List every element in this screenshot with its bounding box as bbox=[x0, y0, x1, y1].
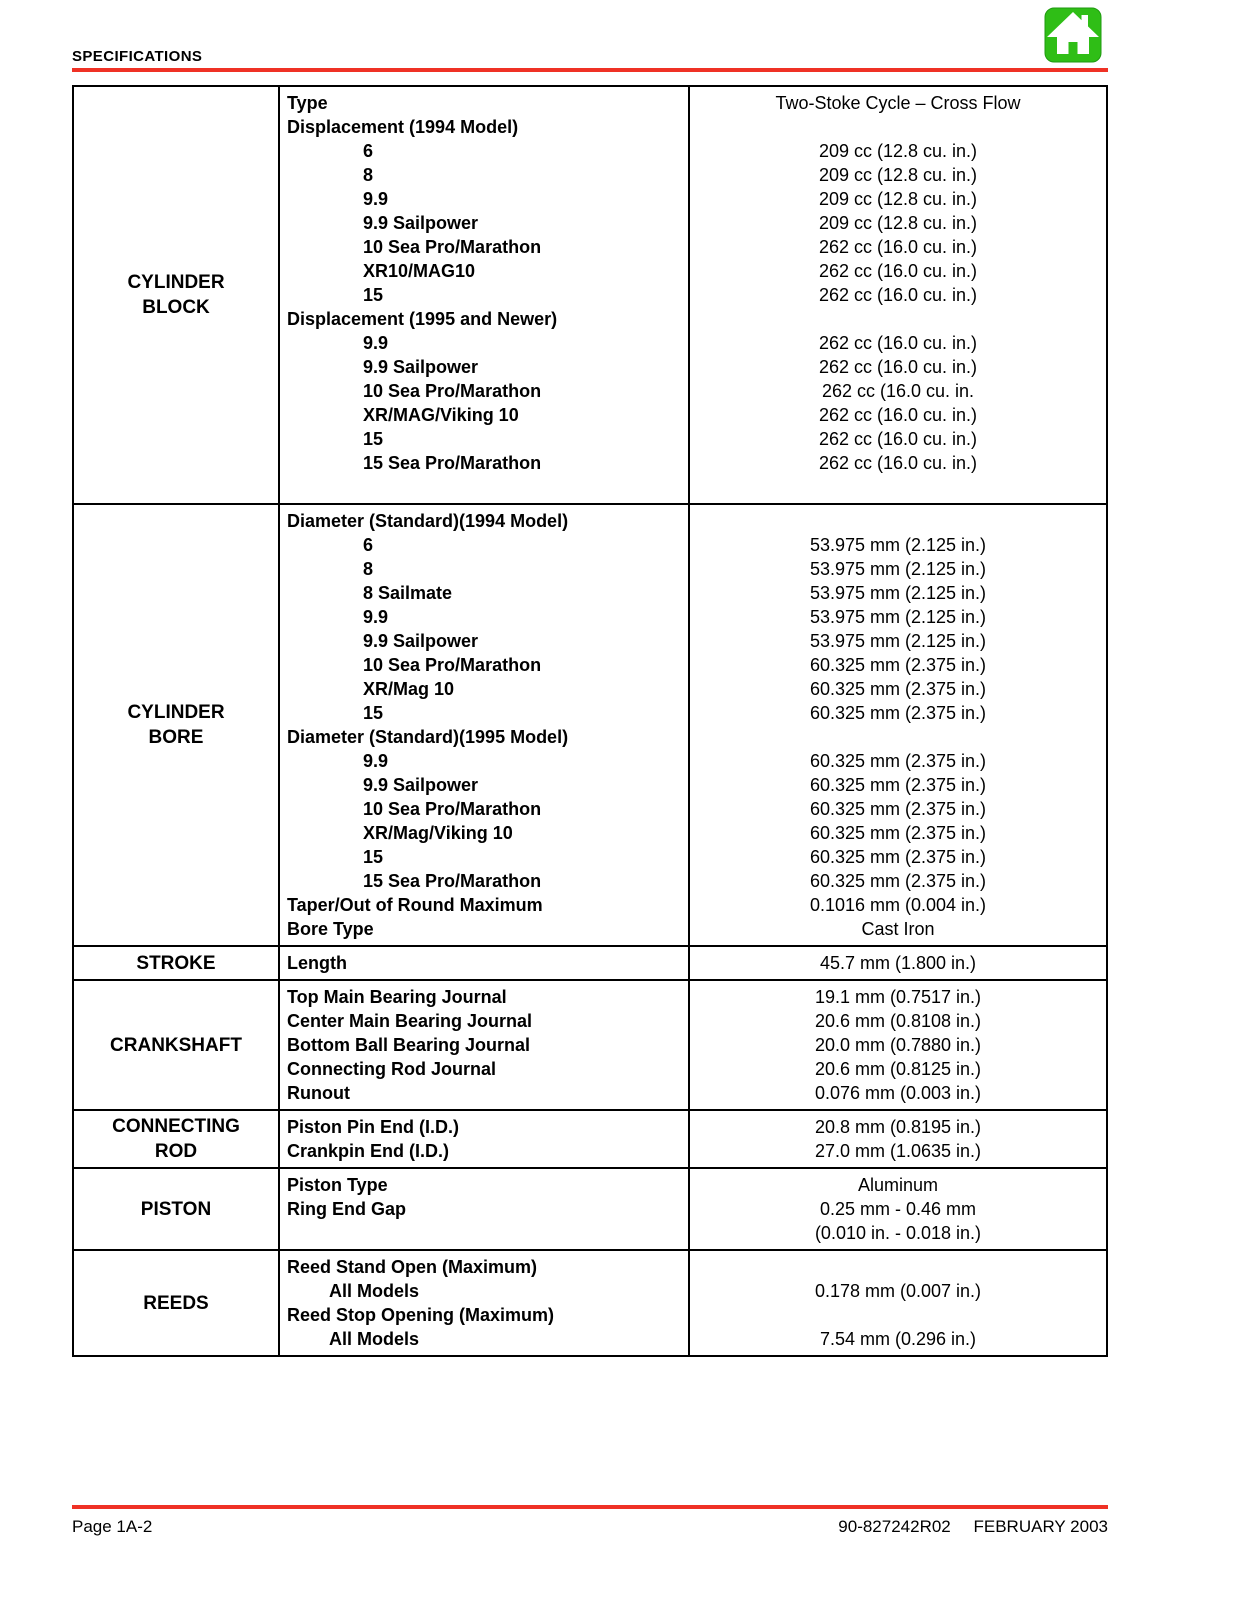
spec-value: 53.975 mm (2.125 in.) bbox=[809, 559, 987, 579]
spec-value: 7.54 mm (0.296 in.) bbox=[819, 1329, 977, 1349]
page-header-title: SPECIFICATIONS bbox=[72, 48, 203, 65]
section-name-line: REEDS bbox=[143, 1292, 209, 1314]
spec-label: 10 Sea Pro/Marathon bbox=[363, 799, 542, 819]
footer-doc-number: 90-827242R02 bbox=[838, 1517, 951, 1536]
spec-label: 8 Sailmate bbox=[363, 583, 453, 603]
spec-value: 20.6 mm (0.8108 in.) bbox=[814, 1011, 982, 1031]
section-name bbox=[74, 1111, 280, 1167]
spec-value: 19.1 mm (0.7517 in.) bbox=[814, 987, 982, 1007]
spec-label: 9.9 bbox=[363, 189, 389, 209]
spec-label: 10 Sea Pro/Marathon bbox=[363, 237, 542, 257]
section-name bbox=[74, 981, 280, 1109]
spec-value: 20.0 mm (0.7880 in.) bbox=[814, 1035, 982, 1055]
spec-value: 45.7 mm (1.800 in.) bbox=[819, 953, 977, 973]
home-button[interactable] bbox=[1044, 7, 1102, 63]
spec-label: Center Main Bearing Journal bbox=[287, 1011, 533, 1031]
section-name-line: CONNECTING bbox=[112, 1116, 240, 1137]
spec-label: XR10/MAG10 bbox=[363, 261, 476, 281]
spec-value: 209 cc (12.8 cu. in.) bbox=[818, 213, 978, 233]
spec-labels-column bbox=[280, 87, 690, 503]
spec-value: 262 cc (16.0 cu. in.) bbox=[818, 333, 978, 353]
spec-label: 15 Sea Pro/Marathon bbox=[363, 871, 542, 891]
spec-table bbox=[72, 85, 1108, 1357]
spec-label: 15 bbox=[363, 429, 384, 449]
spec-label: Bottom Ball Bearing Journal bbox=[287, 1035, 531, 1055]
spec-label: 6 bbox=[363, 535, 374, 555]
spec-label: 9.9 Sailpower bbox=[363, 357, 479, 377]
spec-value bbox=[690, 307, 1106, 331]
spec-value: 60.325 mm (2.375 in.) bbox=[809, 775, 987, 795]
spec-values-column bbox=[690, 981, 1106, 1109]
spec-section-stroke bbox=[74, 947, 1106, 981]
section-name bbox=[74, 1169, 280, 1249]
spec-label: 6 bbox=[363, 141, 374, 161]
spec-label bbox=[280, 1221, 688, 1245]
spec-section-connecting-rod bbox=[74, 1111, 1106, 1169]
spec-labels-column bbox=[280, 947, 690, 979]
spec-label: Ring End Gap bbox=[287, 1199, 406, 1219]
spec-label: XR/Mag/Viking 10 bbox=[363, 823, 513, 843]
spec-value: 262 cc (16.0 cu. in.) bbox=[818, 429, 978, 449]
spec-label: XR/MAG/Viking 10 bbox=[363, 405, 519, 425]
spec-label: Length bbox=[287, 953, 347, 973]
spec-value: 0.178 mm (0.007 in.) bbox=[814, 1281, 982, 1301]
spec-label: Reed Stand Open (Maximum) bbox=[287, 1257, 538, 1277]
spec-label: Displacement (1994 Model) bbox=[287, 117, 519, 137]
spec-label: Type bbox=[287, 93, 328, 113]
spec-value: 262 cc (16.0 cu. in.) bbox=[818, 237, 978, 257]
spec-section-crankshaft bbox=[74, 981, 1106, 1111]
spec-value: Cast Iron bbox=[861, 919, 935, 939]
spec-label: 15 bbox=[363, 703, 384, 723]
spec-label: 10 Sea Pro/Marathon bbox=[363, 655, 542, 675]
spec-value: 262 cc (16.0 cu. in.) bbox=[818, 453, 978, 473]
spec-value: 262 cc (16.0 cu. in.) bbox=[818, 405, 978, 425]
spec-label: 9.9 Sailpower bbox=[363, 775, 479, 795]
spec-value: 60.325 mm (2.375 in.) bbox=[809, 871, 987, 891]
spec-section-cylinder-block bbox=[74, 87, 1106, 505]
spec-section-cylinder-bore bbox=[74, 505, 1106, 947]
spec-label bbox=[280, 475, 688, 499]
spec-value: 53.975 mm (2.125 in.) bbox=[809, 583, 987, 603]
spec-label: 15 Sea Pro/Marathon bbox=[363, 453, 542, 473]
spec-value: Aluminum bbox=[857, 1175, 939, 1195]
spec-value: 209 cc (12.8 cu. in.) bbox=[818, 165, 978, 185]
spec-label: XR/Mag 10 bbox=[363, 679, 455, 699]
spec-label: 10 Sea Pro/Marathon bbox=[363, 381, 542, 401]
spec-value: 53.975 mm (2.125 in.) bbox=[809, 631, 987, 651]
spec-value: 262 cc (16.0 cu. in. bbox=[821, 381, 975, 401]
spec-value: 60.325 mm (2.375 in.) bbox=[809, 751, 987, 771]
spec-value: 262 cc (16.0 cu. in.) bbox=[818, 357, 978, 377]
spec-label: All Models bbox=[329, 1281, 420, 1301]
spec-value: 27.0 mm (1.0635 in.) bbox=[814, 1141, 982, 1161]
spec-label: Runout bbox=[287, 1083, 350, 1103]
spec-value: (0.010 in. - 0.018 in.) bbox=[814, 1223, 982, 1243]
spec-value bbox=[690, 725, 1106, 749]
spec-labels-column bbox=[280, 1169, 690, 1249]
spec-values-column bbox=[690, 505, 1106, 945]
spec-label: 8 bbox=[363, 559, 374, 579]
spec-section-piston bbox=[74, 1169, 1106, 1251]
spec-label: 9.9 Sailpower bbox=[363, 631, 479, 651]
spec-label: Diameter (Standard)(1995 Model) bbox=[287, 727, 569, 747]
spec-value: 209 cc (12.8 cu. in.) bbox=[818, 141, 978, 161]
spec-value: 60.325 mm (2.375 in.) bbox=[809, 823, 987, 843]
section-name-line: PISTON bbox=[140, 1198, 212, 1220]
spec-value: 60.325 mm (2.375 in.) bbox=[809, 703, 987, 723]
spec-value: 60.325 mm (2.375 in.) bbox=[809, 679, 987, 699]
spec-value: 262 cc (16.0 cu. in.) bbox=[818, 261, 978, 281]
spec-values-column bbox=[690, 87, 1106, 503]
spec-value: 60.325 mm (2.375 in.) bbox=[809, 655, 987, 675]
spec-value: 0.076 mm (0.003 in.) bbox=[814, 1083, 982, 1103]
section-name-line: CYLINDER bbox=[127, 272, 225, 293]
spec-section-reeds bbox=[74, 1251, 1106, 1355]
spec-label: Piston Type bbox=[287, 1175, 388, 1195]
spec-value: 60.325 mm (2.375 in.) bbox=[809, 847, 987, 867]
section-name bbox=[74, 505, 280, 945]
section-name-line: BLOCK bbox=[142, 297, 210, 318]
section-name-line: CYLINDER bbox=[127, 702, 225, 723]
spec-label: Crankpin End (I.D.) bbox=[287, 1141, 449, 1161]
footer-rule bbox=[72, 1505, 1108, 1509]
spec-value bbox=[690, 1303, 1106, 1327]
spec-values-column bbox=[690, 1111, 1106, 1167]
spec-value: 53.975 mm (2.125 in.) bbox=[809, 535, 987, 555]
spec-value bbox=[690, 509, 1106, 533]
section-name-line: BORE bbox=[148, 727, 204, 748]
spec-label: 9.9 bbox=[363, 607, 389, 627]
footer-page-number: Page 1A-2 bbox=[72, 1517, 153, 1536]
spec-values-column bbox=[690, 947, 1106, 979]
spec-value: 60.325 mm (2.375 in.) bbox=[809, 799, 987, 819]
spec-value: 0.1016 mm (0.004 in.) bbox=[809, 895, 987, 915]
spec-label: 8 bbox=[363, 165, 374, 185]
header-rule bbox=[72, 68, 1108, 72]
spec-value bbox=[690, 475, 1106, 499]
spec-label: 15 bbox=[363, 847, 384, 867]
spec-labels-column bbox=[280, 505, 690, 945]
footer-date: FEBRUARY 2003 bbox=[973, 1517, 1108, 1536]
spec-value bbox=[690, 115, 1106, 139]
section-name-line: STROKE bbox=[136, 952, 216, 974]
spec-value bbox=[690, 1255, 1106, 1279]
home-icon bbox=[1044, 7, 1102, 63]
spec-label: Piston Pin End (I.D.) bbox=[287, 1117, 459, 1137]
section-name bbox=[74, 87, 280, 503]
spec-label: Reed Stop Opening (Maximum) bbox=[287, 1305, 555, 1325]
spec-label: All Models bbox=[329, 1329, 420, 1349]
spec-value: Two-Stoke Cycle – Cross Flow bbox=[775, 93, 1021, 113]
spec-value: 209 cc (12.8 cu. in.) bbox=[818, 189, 978, 209]
spec-value: 20.6 mm (0.8125 in.) bbox=[814, 1059, 982, 1079]
spec-value: 53.975 mm (2.125 in.) bbox=[809, 607, 987, 627]
spec-values-column bbox=[690, 1251, 1106, 1355]
spec-values-column bbox=[690, 1169, 1106, 1249]
footer-doc-info bbox=[838, 1517, 1108, 1537]
spec-labels-column bbox=[280, 1251, 690, 1355]
spec-label: 9.9 bbox=[363, 333, 389, 353]
spec-label: Connecting Rod Journal bbox=[287, 1059, 496, 1079]
spec-label: Displacement (1995 and Newer) bbox=[287, 309, 558, 329]
spec-labels-column bbox=[280, 1111, 690, 1167]
spec-label: Top Main Bearing Journal bbox=[287, 987, 507, 1007]
section-name-line: ROD bbox=[154, 1141, 198, 1162]
section-name bbox=[74, 947, 280, 979]
spec-label: Taper/Out of Round Maximum bbox=[287, 895, 543, 915]
spec-label: 9.9 bbox=[363, 751, 389, 771]
section-name-line: CRANKSHAFT bbox=[110, 1034, 242, 1056]
spec-label: Diameter (Standard)(1994 Model) bbox=[287, 511, 569, 531]
spec-label: 9.9 Sailpower bbox=[363, 213, 479, 233]
spec-label: 15 bbox=[363, 285, 384, 305]
spec-value: 20.8 mm (0.8195 in.) bbox=[814, 1117, 982, 1137]
spec-value: 0.25 mm - 0.46 mm bbox=[819, 1199, 977, 1219]
section-name bbox=[74, 1251, 280, 1355]
spec-labels-column bbox=[280, 981, 690, 1109]
spec-value: 262 cc (16.0 cu. in.) bbox=[818, 285, 978, 305]
spec-label: Bore Type bbox=[287, 919, 374, 939]
